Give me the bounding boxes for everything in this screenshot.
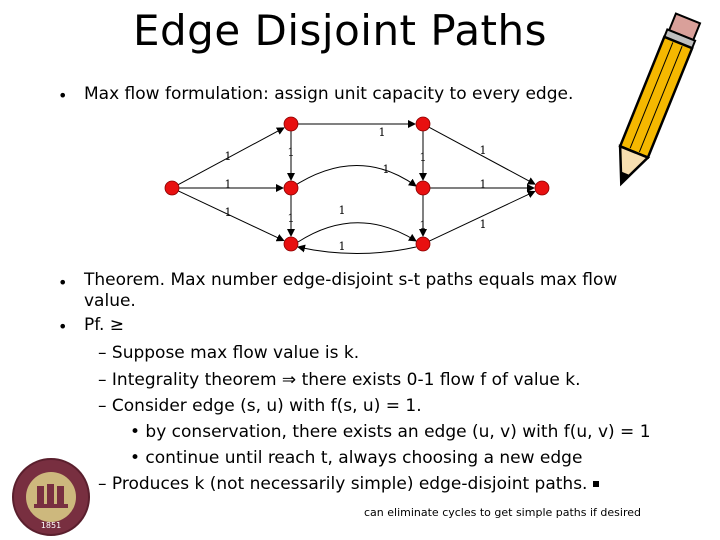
bullet-marker: • (58, 317, 68, 336)
capacity-label: 1 (287, 146, 295, 159)
proof-step-2: – Integrality theorem ⇒ there exists 0-1 flow f of value k. (98, 370, 581, 390)
node-f (416, 237, 430, 251)
capacity-label: 1 (419, 151, 427, 164)
footnote: can eliminate cycles to get simple paths if desired (364, 506, 641, 519)
capacity-label: 1 (479, 178, 487, 191)
slide-title: Edge Disjoint Paths (132, 6, 548, 55)
bullet-max-flow-formulation: Max flow formulation: assign unit capacity to every edge. (84, 84, 574, 104)
proof-label: Pf. ≥ (84, 315, 125, 335)
capacity-label: 1 (224, 178, 232, 191)
university-seal-logo (6, 456, 96, 538)
seal-year: 1851 (40, 521, 62, 530)
node-a (284, 117, 298, 131)
capacity-label: 1 (287, 212, 295, 225)
capacity-label: 1 (338, 240, 346, 253)
node-s (165, 181, 179, 195)
proof-step-3: – Consider edge (s, u) with f(s, u) = 1. (98, 396, 422, 416)
proof-step-1: – Suppose max flow value is k. (98, 343, 360, 363)
theorem-line-2: value. (84, 291, 136, 311)
bullet-marker: • (58, 86, 68, 105)
edge-c-f (298, 223, 416, 242)
capacity-label: 1 (479, 218, 487, 231)
capacity-label: 1 (419, 219, 427, 232)
capacity-label: 1 (382, 163, 390, 176)
node-e (416, 181, 430, 195)
capacity-label: 1 (338, 204, 346, 217)
proof-step-4: – Produces k (not necessarily simple) edge-disjoint paths. (98, 474, 588, 494)
proof-substep-1: • by conservation, there exists an edge (u, v) with f(u, v) = 1 (130, 422, 651, 442)
qed-symbol (593, 481, 599, 487)
pencil-icon (600, 0, 710, 200)
capacity-label: 1 (224, 206, 232, 219)
node-b (284, 181, 298, 195)
edge-f-c (298, 247, 416, 254)
capacity-label: 1 (479, 144, 487, 157)
capacity-label: 1 (378, 126, 386, 139)
proof-substep-2: • continue until reach t, always choosing a new edge (130, 448, 583, 468)
theorem-line-1: Theorem. Max number edge-disjoint s-t paths equals max flow (84, 270, 618, 290)
flow-network-diagram (150, 104, 560, 254)
edge-f-t (429, 191, 534, 241)
bullet-marker: • (58, 273, 68, 292)
node-c (284, 237, 298, 251)
edge-b-e (291, 165, 416, 188)
node-t (535, 181, 549, 195)
capacity-label: 1 (224, 150, 232, 163)
node-d (416, 117, 430, 131)
